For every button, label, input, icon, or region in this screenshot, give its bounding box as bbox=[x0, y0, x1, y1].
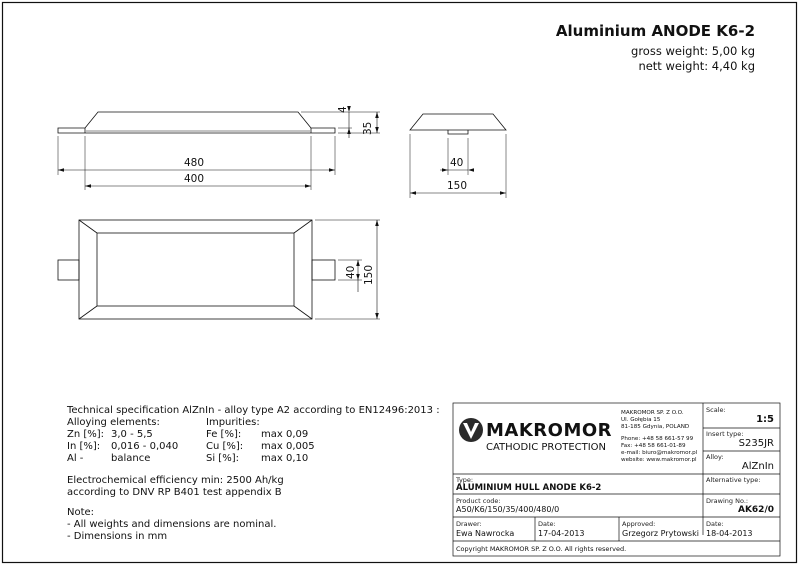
alloy-value-cell: AlZnIn bbox=[741, 461, 774, 472]
impurity-value: max 0,005 bbox=[261, 441, 315, 452]
date-approved-label: Date: bbox=[706, 520, 724, 528]
product-code-label: Product code: bbox=[456, 497, 501, 505]
date-drawn-label: Date: bbox=[538, 520, 556, 528]
drawer-value: Ewa Nawrocka bbox=[456, 529, 515, 538]
insert-type-value: S235JR bbox=[738, 438, 774, 449]
company-address: MAKROMOR SP. Z O.O. Ul. Gołębia 15 81-185 Gdynia, POLAND Phone: +48 58 661-57 99 Fax: +48 58 661-01-89 e-mail: biuro@makromor.pl website: www.makromor.pl bbox=[621, 410, 698, 463]
insert-type-label: Insert type: bbox=[706, 430, 744, 438]
alloy-value: 3,0 - 5,5 bbox=[111, 429, 153, 440]
date-approved-value: 18-04-2013 bbox=[706, 529, 753, 538]
note-line-2: - Dimensions in mm bbox=[67, 531, 168, 542]
impurity-value: max 0,10 bbox=[261, 453, 309, 464]
impurity-value: max 0,09 bbox=[261, 429, 309, 440]
drawing-number-label: Drawing No.: bbox=[706, 497, 749, 505]
alternative-type-label: Alternative type: bbox=[706, 476, 761, 484]
dim-top-width: 40 bbox=[450, 157, 464, 169]
drawer-label: Drawer: bbox=[456, 520, 482, 528]
gross-weight: gross weight: 5,00 kg bbox=[631, 44, 755, 58]
brand-name: MAKROMOR bbox=[486, 420, 613, 441]
note-line-1: - All weights and dimensions are nominal. bbox=[67, 519, 277, 530]
alloying-label: Alloying elements: bbox=[67, 417, 160, 428]
brand-subtitle: CATHODIC PROTECTION bbox=[486, 442, 607, 453]
efficiency-line-2: according to DNV RP B401 test appendix B bbox=[67, 487, 282, 498]
drawing-number-value: AK62/0 bbox=[737, 505, 774, 515]
dim-plan-inner: 40 bbox=[345, 265, 357, 279]
impurity-element: Si [%]: bbox=[206, 453, 239, 464]
type-value: ALUMINIUM HULL ANODE K6-2 bbox=[456, 483, 602, 493]
dim-length-total: 480 bbox=[184, 157, 205, 169]
efficiency-line-1: Electrochemical efficiency min: 2500 Ah/kg bbox=[67, 475, 284, 486]
dim-height: 35 bbox=[362, 121, 374, 135]
approved-label: Approved: bbox=[622, 520, 656, 528]
dim-plan-outer: 150 bbox=[363, 264, 375, 285]
type-label: Type: bbox=[456, 476, 474, 484]
alloy-element: Al - bbox=[67, 453, 84, 464]
note-title: Note: bbox=[67, 507, 95, 518]
alloy-label: Alloy: bbox=[706, 453, 724, 461]
alloy-element: In [%]: bbox=[67, 441, 101, 452]
makromor-logo-icon bbox=[459, 418, 483, 442]
dim-bottom-width: 150 bbox=[447, 180, 468, 192]
alloy-value: balance bbox=[111, 453, 151, 464]
impurity-element: Cu [%]: bbox=[206, 441, 244, 452]
alloy-element: Zn [%]: bbox=[67, 429, 105, 440]
dim-length-body: 400 bbox=[184, 173, 205, 185]
impurity-element: Fe [%]: bbox=[206, 429, 242, 440]
scale-label: Scale: bbox=[706, 406, 726, 414]
copyright-notice: Copyright MAKROMOR SP. Z O.O. All rights reserved. bbox=[456, 545, 627, 553]
approved-value: Grzegorz Prytowski bbox=[622, 529, 699, 538]
spec-heading: Technical specification AlZnIn - alloy type A2 according to EN12496:2013 : bbox=[67, 405, 440, 416]
side-view bbox=[58, 112, 380, 190]
scale-value: 1:5 bbox=[756, 414, 774, 425]
nett-weight: nett weight: 4,40 kg bbox=[638, 59, 755, 73]
product-code-value: A50/K6/150/35/400/480/0 bbox=[456, 505, 560, 514]
drawing-title: Aluminium ANODE K6-2 bbox=[555, 22, 755, 40]
date-drawn-value: 17-04-2013 bbox=[538, 529, 585, 538]
dim-thickness: 4 bbox=[337, 106, 349, 113]
impurities-label: Impurities: bbox=[206, 417, 260, 428]
plan-view bbox=[58, 220, 380, 319]
alloy-value: 0,016 - 0,040 bbox=[111, 441, 179, 452]
